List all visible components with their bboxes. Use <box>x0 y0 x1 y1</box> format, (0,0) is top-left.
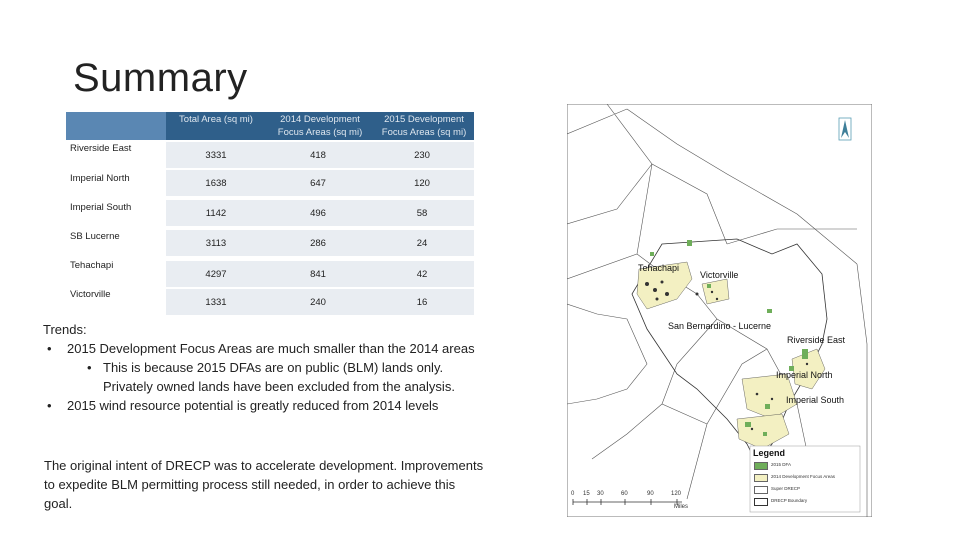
map-image <box>567 104 872 517</box>
bullet-icon: • <box>47 341 52 356</box>
trend-sub-line-1: This is because 2015 DFAs are on public (BLM) lands only. <box>103 360 444 375</box>
drecp-map <box>567 104 872 517</box>
row-label: Tehachapi <box>70 260 114 271</box>
row-label: Riverside East <box>70 143 132 154</box>
cell-2014: 418 <box>310 150 326 161</box>
legend-swatch-2014 <box>754 474 768 482</box>
table-header-corner <box>66 112 166 140</box>
cell-2015: 120 <box>414 178 430 189</box>
cell-2014: 841 <box>310 269 326 280</box>
header-total-area: Total Area (sq mi) <box>179 114 253 125</box>
legend-item: Super DRECP <box>771 486 801 491</box>
scale-label: 60 <box>621 491 628 497</box>
cell-total: 1142 <box>205 208 227 219</box>
cell-2015: 230 <box>414 150 430 161</box>
row-label: Imperial North <box>70 173 130 184</box>
map-label-victorville: Victorville <box>700 270 739 280</box>
cell-2014: 240 <box>310 297 326 308</box>
scale-label: 15 <box>583 491 590 497</box>
legend-title: Legend <box>753 448 786 458</box>
trends-heading: Trends: <box>43 322 87 337</box>
trend-sub-line-2: Privately owned lands have been excluded from the analysis. <box>103 379 455 394</box>
cell-2014: 647 <box>310 178 326 189</box>
cell-total: 1331 <box>205 297 227 308</box>
map-label-sb-lucerne: San Bernardino - Lucerne <box>668 321 772 331</box>
scale-label: 120 <box>671 491 682 497</box>
legend-item: DRECP Boundary <box>771 498 808 503</box>
bullet-icon: • <box>87 360 92 375</box>
row-label: Imperial South <box>70 202 132 213</box>
slide-title: Summary <box>73 56 248 100</box>
row-label: SB Lucerne <box>70 231 120 242</box>
list-item <box>43 339 513 358</box>
list-item <box>43 396 513 415</box>
cell-total: 4297 <box>205 269 227 280</box>
cell-total: 1638 <box>205 178 227 189</box>
scale-unit: Miles <box>674 504 689 510</box>
cell-2015: 42 <box>416 269 428 280</box>
scale-label: 90 <box>647 491 654 497</box>
cell-total: 3331 <box>205 150 227 161</box>
trend-bullet-2: 2015 wind resource potential is greatly reduced from 2014 levels <box>67 398 439 413</box>
map-label-riverside-east: Riverside East <box>787 335 846 345</box>
cell-2014: 496 <box>310 208 326 219</box>
cell-2015: 58 <box>416 208 428 219</box>
scale-label: 30 <box>597 491 604 497</box>
row-label: Victorville <box>70 289 111 300</box>
map-label-imperial-north: Imperial North <box>776 370 833 380</box>
map-label-tehachapi: Tehachapi <box>638 263 680 273</box>
legend-swatch-boundary <box>754 498 768 506</box>
original-intent-text: The original intent of DRECP was to accelerate development. Improvements to expedite BLM permitting process still needed, in order to achieve this goal. <box>44 458 484 511</box>
cell-2014: 286 <box>310 238 326 249</box>
legend-swatch-2015 <box>754 462 768 470</box>
cell-total: 3113 <box>205 238 227 249</box>
header-2015-dfa: 2015 Development Focus Areas (sq mi) <box>381 114 467 138</box>
trend-bullet-1: 2015 Development Focus Areas are much smaller than the 2014 areas <box>67 341 475 356</box>
legend-item: 2014 Development Focus Areas <box>771 474 836 479</box>
map-label-imperial-south: Imperial South <box>786 395 845 405</box>
cell-2015: 16 <box>416 297 428 308</box>
list-item <box>43 358 513 396</box>
legend-swatch-super <box>754 486 768 494</box>
scale-label: 0 <box>571 491 575 497</box>
legend-item: 2015 DFA <box>771 462 792 467</box>
trends-section <box>43 320 513 415</box>
header-2014-dfa: 2014 Development Focus Areas (sq mi) <box>277 114 363 138</box>
bullet-icon: • <box>47 398 52 413</box>
cell-2015: 24 <box>416 238 428 249</box>
